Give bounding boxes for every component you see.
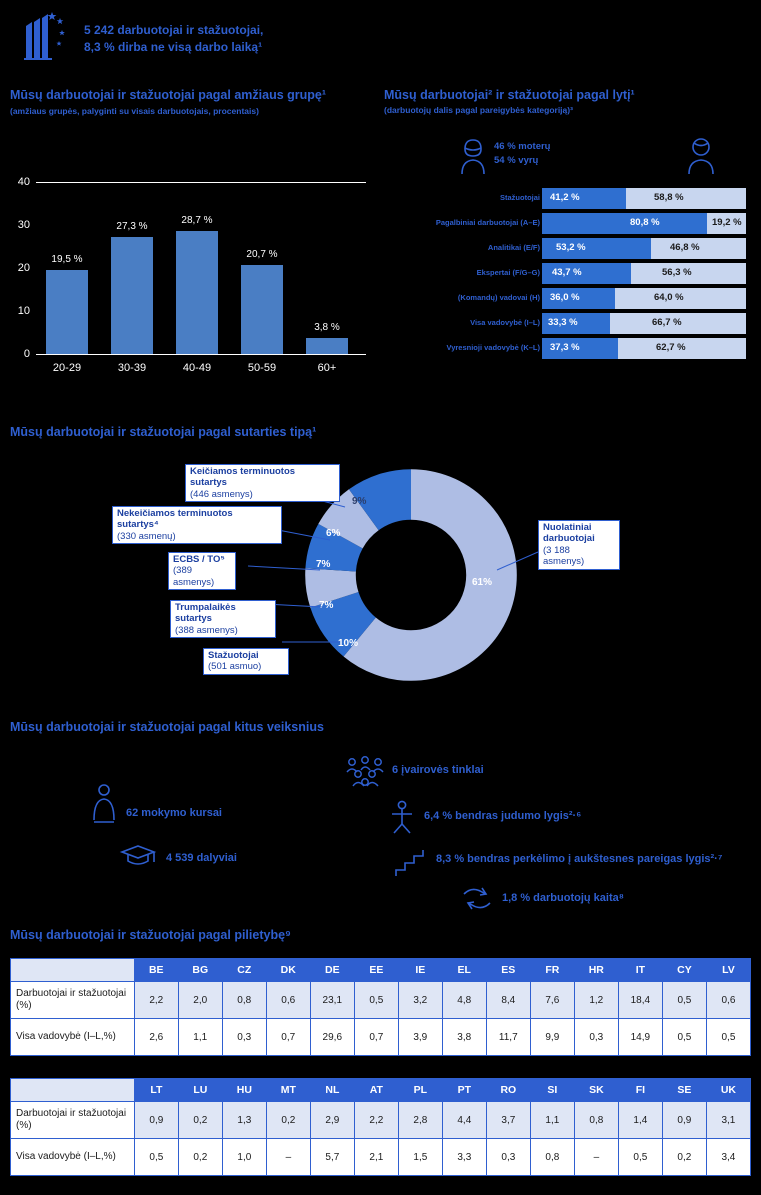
header-text [84,22,263,57]
gender-category-label: Vyresnioji vadovybė (K–L) [446,343,540,352]
cell: 0,3 [486,1139,530,1176]
gender-value-female: 41,2 % [550,192,580,203]
cell: 1,5 [398,1139,442,1176]
callout-line: ECBS / TO⁵ [173,554,225,565]
x-tick-50-59: 50-59 [247,362,277,374]
x-tick-20-29: 20-29 [52,362,82,374]
cell: – [574,1139,618,1176]
gender-bar-rows [435,188,746,363]
gender-row-team-leads [457,288,746,310]
cell: 7,6 [530,982,574,1019]
cell: 0,5 [662,982,706,1019]
table-row [11,1102,751,1139]
age-bar-chart [8,176,380,394]
bar-value-20-29: 19,5 % [51,254,83,265]
table-corner-cell [11,1079,135,1102]
gender-value-male: 62,7 % [656,342,686,353]
col-es: ES [486,959,530,982]
table-corner-cell [11,959,135,982]
callout-line: Trumpalaikės [175,602,236,613]
col-at: AT [354,1079,398,1102]
col-dk: DK [266,959,310,982]
cell: 14,9 [618,1019,662,1056]
cell: 0,2 [266,1102,310,1139]
cell: 2,6 [134,1019,178,1056]
age-chart-block [10,88,380,116]
cell: 0,8 [574,1102,618,1139]
cell: 0,2 [662,1139,706,1176]
callout-line: Keičiamos terminuotos [190,466,296,477]
gender-value-female: 53,2 % [556,242,586,253]
cell: 0,7 [266,1019,310,1056]
cell: 3,3 [442,1139,486,1176]
bar-30-39 [111,237,153,354]
fact-participants: 4 539 dalyviai [166,852,237,864]
col-sk: SK [574,1079,618,1102]
donut-label-nonconvertible: 6% [326,528,341,539]
fact-mobility-rate: 6,4 % bendras judumo lygis²·⁶ [424,810,582,822]
col-it: IT [618,959,662,982]
col-pl: PL [398,1079,442,1102]
cell: 23,1 [310,982,354,1019]
col-lu: LU [178,1079,222,1102]
age-chart-subtitle: (amžiaus grupės, palyginti su visais darbuotojais, procentais) [10,105,259,116]
gender-value-male: 56,3 % [662,267,692,278]
col-hu: HU [222,1079,266,1102]
cell: 0,5 [662,1019,706,1056]
col-si: SI [530,1079,574,1102]
col-cy: CY [662,959,706,982]
cell: 0,3 [574,1019,618,1056]
col-el: EL [442,959,486,982]
gender-bar-track [542,263,746,284]
donut-leader-lines [0,452,761,702]
cell: 2,2 [134,982,178,1019]
person-icon [88,782,120,829]
header-line-2: 8,3 % dirba ne visą darbo laiką¹ [84,40,263,55]
cell: 0,8 [222,982,266,1019]
graduation-cap-icon [118,840,158,875]
y-tick-0: 0 [23,348,30,360]
callout-line: sutartys [190,477,227,489]
col-pt: PT [442,1079,486,1102]
gender-value-female: 33,3 % [548,317,578,328]
callout-line: sutartys [175,613,212,625]
gender-legend [384,136,756,178]
header-band [0,0,761,72]
col-se: SE [662,1079,706,1102]
cell: 0,9 [662,1102,706,1139]
mobility-icon [386,800,418,841]
callout-count: (330 asmenų) [117,530,176,542]
network-icon [344,756,386,795]
gender-row-support [435,213,746,235]
gender-category-label: Ekspertai (F/G–G) [476,268,540,277]
bar-value-60-plus: 3,8 % [314,322,340,333]
col-cz: CZ [222,959,266,982]
woman-icon [456,136,490,181]
cell: 3,4 [706,1139,750,1176]
cell: 2,0 [178,982,222,1019]
callout-convertible-fixed [185,464,340,502]
gender-chart-block [384,88,756,115]
callout-count: asmenys) [173,576,215,588]
gender-chart-subtitle: (darbuotojų dalis pagal pareigybės kategoriją)³ [384,104,573,115]
col-ee: EE [354,959,398,982]
bar-20-29 [46,270,88,354]
gender-value-female: 80,8 % [630,217,660,228]
gender-category-label: Pagalbiniai darbuotojai (A–E) [435,218,540,227]
col-mt: MT [266,1079,310,1102]
cell: 2,1 [354,1139,398,1176]
callout-count: asmenys) [543,556,585,568]
donut-label-ecbs: 7% [316,559,331,570]
cell: 9,9 [530,1019,574,1056]
cell: 1,4 [618,1102,662,1139]
x-tick-60-plus: 60+ [317,362,337,374]
donut-label-permanent: 61% [472,577,493,588]
contract-donut-chart [0,452,761,702]
y-tick-20: 20 [17,262,30,274]
gender-value-male: 19,2 % [712,217,742,228]
cell: 2,2 [354,1102,398,1139]
top-rule [36,182,366,183]
gender-bar-track [542,213,746,234]
callout-non-convertible-fixed [112,506,282,544]
callout-line: Stažuotojai [208,650,259,661]
gender-category-label: Stažuotojai [499,193,540,202]
gender-bar-track [542,238,746,259]
callout-line: sutartys⁴ [117,519,159,531]
callout-line: Nekeičiamos terminuotos [117,508,233,519]
man-icon [684,136,718,181]
other-factors-title: Mūsų darbuotojai ir stažuotojai pagal kitus veiksnius [10,720,324,734]
gender-category-label: Visa vadovybė (I–L) [470,318,540,327]
cell: 0,9 [134,1102,178,1139]
gender-row-trainees [499,188,746,210]
cell: 1,1 [178,1019,222,1056]
gender-bar-track [542,188,746,209]
gender-bar-track [542,313,746,334]
callout-short-term [170,600,276,638]
people-building-icon [18,10,74,60]
row-label-staff: Darbuotojai ir stažuotojai (%) [11,1102,135,1139]
cell: 5,7 [310,1139,354,1176]
gender-bar-track [542,288,746,309]
gender-value-female: 43,7 % [552,267,582,278]
bar-60-plus [306,338,348,354]
col-lv: LV [706,959,750,982]
cell: – [266,1139,310,1176]
cell: 2,8 [398,1102,442,1139]
cell: 4,8 [442,982,486,1019]
col-fr: FR [530,959,574,982]
cell: 11,7 [486,1019,530,1056]
cell: 1,3 [222,1102,266,1139]
donut-label-convertible: 9% [352,496,367,507]
gender-bar-female [542,213,707,234]
col-uk: UK [706,1079,750,1102]
gender-value-male: 46,8 % [670,242,700,253]
gender-value-male: 58,8 % [654,192,684,203]
cell: 1,2 [574,982,618,1019]
cell: 3,8 [442,1019,486,1056]
bar-40-49 [176,231,218,354]
cell: 8,4 [486,982,530,1019]
citizenship-table-2 [10,1078,751,1176]
cell: 0,5 [618,1139,662,1176]
col-de: DE [310,959,354,982]
fact-promotion-rate: 8,3 % bendras perkėlimo į aukštesnes pareigas lygis²·⁷ [436,853,723,865]
gender-category-label: Analitikai (E/F) [487,243,540,252]
legend-men: 54 % vyrų [494,155,539,167]
callout-count: (3 188 [543,544,570,556]
gender-value-female: 36,0 % [550,292,580,303]
gender-legend-text [494,140,551,169]
callout-trainees [203,648,289,675]
gender-row-analysts [487,238,746,260]
cell: 0,6 [266,982,310,1019]
col-fi: FI [618,1079,662,1102]
cell: 3,2 [398,982,442,1019]
col-hr: HR [574,959,618,982]
col-bg: BG [178,959,222,982]
cell: 0,5 [354,982,398,1019]
gender-row-experts [476,263,746,285]
gender-row-senior-management [446,338,746,360]
x-axis [36,354,366,355]
row-label-staff: Darbuotojai ir stažuotojai (%) [11,982,135,1019]
col-nl: NL [310,1079,354,1102]
col-ro: RO [486,1079,530,1102]
fact-training-courses: 62 mokymo kursai [126,807,222,819]
callout-count: (388 asmenys) [175,624,238,636]
table-row [11,1019,751,1056]
table-row [11,1139,751,1176]
col-lt: LT [134,1079,178,1102]
x-tick-40-49: 40-49 [182,362,212,374]
cell: 0,5 [706,1019,750,1056]
cell: 0,6 [706,982,750,1019]
cell: 0,2 [178,1139,222,1176]
bar-value-30-39: 27,3 % [116,221,148,232]
contract-chart-title: Mūsų darbuotojai ir stažuotojai pagal sutarties tipą¹ [10,425,317,439]
cell: 0,7 [354,1019,398,1056]
y-tick-40: 40 [17,176,30,188]
cell: 1,0 [222,1139,266,1176]
cell: 4,4 [442,1102,486,1139]
cell: 3,1 [706,1102,750,1139]
cell: 0,2 [178,1102,222,1139]
cell: 3,7 [486,1102,530,1139]
bar-50-59 [241,265,283,354]
cell: 0,3 [222,1019,266,1056]
citizenship-title: Mūsų darbuotojai ir stažuotojai pagal pilietybę⁹ [10,928,291,942]
row-label-management: Visa vadovybė (I–L,%) [11,1019,135,1056]
age-chart-title: Mūsų darbuotojai ir stažuotojai pagal amžiaus grupę¹ [10,88,327,102]
gender-chart-title: Mūsų darbuotojai² ir stažuotojai pagal lytį¹ [384,88,635,102]
gender-value-male: 64,0 % [654,292,684,303]
callout-line: Nuolatiniai [543,522,592,533]
cell: 0,8 [530,1139,574,1176]
bar-value-40-49: 28,7 % [181,215,213,226]
bar-value-50-59: 20,7 % [246,249,278,260]
gender-category-label: (Komandų) vadovai (H) [457,293,540,302]
table-header-row [11,959,751,982]
fact-diversity-networks: 6 įvairovės tinklai [392,764,484,776]
cell: 0,5 [134,1139,178,1176]
cell: 3,9 [398,1019,442,1056]
gender-value-female: 37,3 % [550,342,580,353]
table-row [11,982,751,1019]
fact-turnover: 1,8 % darbuotojų kaita⁸ [502,892,624,904]
y-tick-10: 10 [17,305,30,317]
citizenship-table-1 [10,958,751,1056]
legend-women: 46 % moterų [494,141,551,152]
y-tick-30: 30 [17,219,30,231]
callout-count: (501 asmuo) [208,661,262,673]
col-ie: IE [398,959,442,982]
callout-count: (446 asmenys) [190,488,253,500]
callout-line: darbuotojai [543,533,595,545]
donut-label-shortterm: 7% [319,600,334,611]
donut-label-trainees: 10% [338,638,359,649]
x-tick-30-39: 30-39 [117,362,147,374]
gender-value-male: 66,7 % [652,317,682,328]
turnover-arrows-icon [460,886,494,917]
gender-bar-track [542,338,746,359]
cell: 2,9 [310,1102,354,1139]
row-label-management: Visa vadovybė (I–L,%) [11,1139,135,1176]
callout-permanent [538,520,620,570]
table-header-row [11,1079,751,1102]
callout-count: (389 [173,565,193,577]
stairs-icon [394,848,428,883]
header-line-1: 5 242 darbuotojai ir stažuotojai, [84,23,264,37]
col-be: BE [134,959,178,982]
gender-row-all-management [470,313,746,335]
cell: 29,6 [310,1019,354,1056]
callout-ecbs-to [168,552,236,590]
cell: 18,4 [618,982,662,1019]
cell: 1,1 [530,1102,574,1139]
